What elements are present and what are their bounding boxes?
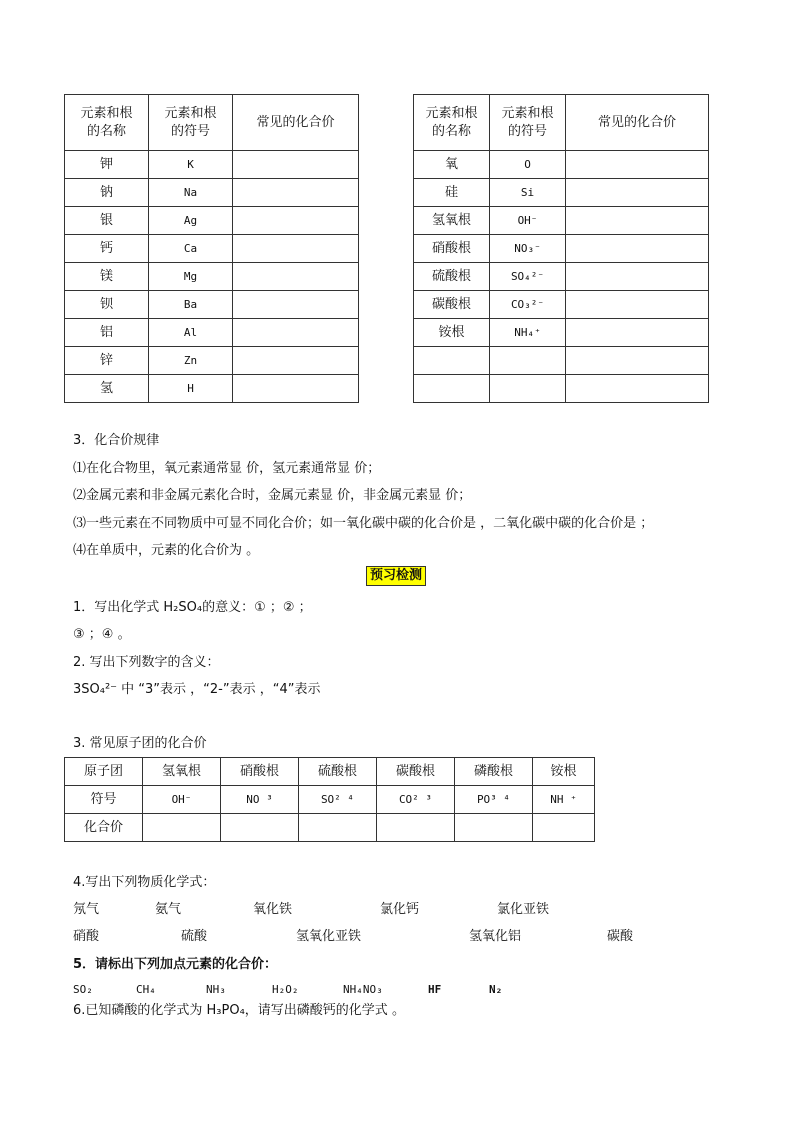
table-row <box>65 235 359 263</box>
element-symbol-cell <box>490 347 566 375</box>
q4-item: 氢氧化铝 <box>469 929 522 944</box>
table-row <box>65 263 359 291</box>
valence-answer-cell[interactable] <box>233 263 359 291</box>
element-symbol-cell: H <box>149 375 233 403</box>
element-name-cell: 氢 <box>65 375 149 403</box>
radical-name-cell: 氢氧根 <box>143 758 221 786</box>
table-row <box>65 151 359 179</box>
element-name-cell: 镁 <box>65 263 149 291</box>
element-symbol-cell: Ca <box>149 235 233 263</box>
valence-answer-cell[interactable] <box>233 235 359 263</box>
element-name-cell: 碳酸根 <box>414 291 490 319</box>
element-symbol-cell: Ag <box>149 207 233 235</box>
valence-answer-cell[interactable] <box>566 179 709 207</box>
rule-item-2: ⑵金属元素和非金属元素化合时，金属元素显 价，非金属元素显 价； <box>73 488 472 503</box>
radical-valence-answer-cell[interactable] <box>143 814 221 842</box>
element-name-cell: 钠 <box>65 179 149 207</box>
element-symbol-cell: Si <box>490 179 566 207</box>
element-name-cell: 锌 <box>65 347 149 375</box>
q4-item: 氖气 <box>73 902 100 917</box>
radical-header-row <box>65 758 595 786</box>
element-symbol-cell: Na <box>149 179 233 207</box>
table-row <box>414 207 709 235</box>
valence-answer-cell[interactable] <box>566 207 709 235</box>
valence-answer-cell[interactable] <box>233 179 359 207</box>
element-symbol-cell <box>490 375 566 403</box>
q5-item: H₂O₂ <box>272 983 299 996</box>
table-row <box>414 263 709 291</box>
table-row <box>65 375 359 403</box>
element-name-cell: 钙 <box>65 235 149 263</box>
radical-valence-answer-cell[interactable] <box>377 814 455 842</box>
q4-item: 碳酸 <box>607 929 634 944</box>
q4-item: 氧化铁 <box>253 902 293 917</box>
valence-answer-cell[interactable] <box>233 151 359 179</box>
table-row <box>414 151 709 179</box>
header-symbol: 元素和根 的符号 <box>490 95 566 151</box>
valence-answer-cell[interactable] <box>566 319 709 347</box>
header-valence: 常见的化合价 <box>566 95 709 151</box>
table-row <box>414 291 709 319</box>
table-row <box>414 375 709 403</box>
element-symbol-cell: SO₄²⁻ <box>490 263 566 291</box>
header-name: 元素和根 的名称 <box>65 95 149 151</box>
q4-title: 4.写出下列物质化学式： <box>73 875 216 890</box>
element-name-cell <box>414 375 490 403</box>
valence-row-label: 化合价 <box>65 814 143 842</box>
rule-item-4: ⑷在单质中，元素的化合价为 。 <box>73 543 260 558</box>
table-row <box>65 319 359 347</box>
radical-valence-answer-cell[interactable] <box>533 814 595 842</box>
header-valence: 常见的化合价 <box>233 95 359 151</box>
q4-item: 氯化钙 <box>380 902 420 917</box>
valence-answer-cell[interactable] <box>566 375 709 403</box>
table-row <box>414 235 709 263</box>
element-name-cell <box>414 347 490 375</box>
radical-symbol-row <box>65 786 595 814</box>
q4-item: 氯化亚铁 <box>497 902 550 917</box>
element-name-cell: 硝酸根 <box>414 235 490 263</box>
rules-title: 3．化合价规律 <box>73 433 160 448</box>
q5-item: CH₄ <box>136 983 156 996</box>
valence-table-left <box>64 94 359 403</box>
q4-item: 氢氧化亚铁 <box>296 929 362 944</box>
element-symbol-cell: CO₃²⁻ <box>490 291 566 319</box>
element-name-cell: 钾 <box>65 151 149 179</box>
valence-answer-cell[interactable] <box>233 375 359 403</box>
element-symbol-cell: NO₃⁻ <box>490 235 566 263</box>
radical-name-cell: 硝酸根 <box>221 758 299 786</box>
radical-symbol-cell: CO² ³ <box>377 786 455 814</box>
element-symbol-cell: K <box>149 151 233 179</box>
radical-symbol-cell: NO ³ <box>221 786 299 814</box>
q4-item: 硫酸 <box>181 929 208 944</box>
table-row <box>414 179 709 207</box>
element-symbol-cell: Al <box>149 319 233 347</box>
table-row <box>65 179 359 207</box>
radical-valence-table <box>64 757 595 842</box>
element-symbol-cell: Zn <box>149 347 233 375</box>
radical-name-cell: 铵根 <box>533 758 595 786</box>
symbol-row-label: 符号 <box>65 786 143 814</box>
q6-line: 6.已知磷酸的化学式为 H₃PO₄，请写出磷酸钙的化学式 。 <box>73 1003 405 1018</box>
q1-line-1: 1．写出化学式 H₂SO₄的意义：① ；② ； <box>73 600 312 615</box>
table-row <box>65 207 359 235</box>
q4-item: 硝酸 <box>73 929 100 944</box>
radical-valence-answer-cell[interactable] <box>221 814 299 842</box>
valence-answer-cell[interactable] <box>566 291 709 319</box>
element-symbol-cell: Mg <box>149 263 233 291</box>
valence-answer-cell[interactable] <box>566 151 709 179</box>
rule-item-1: ⑴在化合物里，氧元素通常显 价，氢元素通常显 价； <box>73 461 381 476</box>
header-symbol: 元素和根 的符号 <box>149 95 233 151</box>
element-name-cell: 银 <box>65 207 149 235</box>
element-symbol-cell: Ba <box>149 291 233 319</box>
element-name-cell: 铝 <box>65 319 149 347</box>
element-name-cell: 硅 <box>414 179 490 207</box>
table-row <box>65 347 359 375</box>
table-header-row <box>65 95 359 151</box>
q5-item: HF <box>428 983 442 996</box>
radical-symbol-cell: PO³ ⁴ <box>455 786 533 814</box>
radical-name-cell: 硫酸根 <box>299 758 377 786</box>
element-name-cell: 氢氧根 <box>414 207 490 235</box>
q2-line: 3SO₄²⁻ 中 “3”表示 ，“2-”表示 ，“4”表示 <box>73 682 321 697</box>
element-name-cell: 氧 <box>414 151 490 179</box>
radical-symbol-cell: OH⁻ <box>143 786 221 814</box>
radical-symbol-cell: SO² ⁴ <box>299 786 377 814</box>
element-name-cell: 钡 <box>65 291 149 319</box>
valence-answer-cell[interactable] <box>233 207 359 235</box>
header-name: 元素和根 的名称 <box>414 95 490 151</box>
table-header-row <box>414 95 709 151</box>
table-row <box>414 319 709 347</box>
radical-row-label: 原子团 <box>65 758 143 786</box>
q4-item: 氨气 <box>155 902 182 917</box>
q5-item: N₂ <box>489 983 503 996</box>
table-row <box>65 291 359 319</box>
q5-item: SO₂ <box>73 983 93 996</box>
q5-title: 5．请标出下列加点元素的化合价： <box>73 957 278 972</box>
element-symbol-cell: O <box>490 151 566 179</box>
valence-answer-cell[interactable] <box>566 347 709 375</box>
element-symbol-cell: OH⁻ <box>490 207 566 235</box>
table-row <box>414 347 709 375</box>
q3-title: 3. 常见原子团的化合价 <box>73 736 207 751</box>
valence-answer-cell[interactable] <box>566 235 709 263</box>
q2-title: 2. 写出下列数字的含义： <box>73 655 220 670</box>
valence-answer-cell[interactable] <box>233 291 359 319</box>
valence-answer-cell[interactable] <box>233 347 359 375</box>
radical-name-cell: 磷酸根 <box>455 758 533 786</box>
element-symbol-cell: NH₄⁺ <box>490 319 566 347</box>
rule-item-3: ⑶一些元素在不同物质中可显不同化合价；如一氧化碳中碳的化合价是 ，二氧化碳中碳的化合价是 ； <box>73 516 654 531</box>
valence-table-right <box>413 94 709 403</box>
valence-answer-cell[interactable] <box>233 319 359 347</box>
radical-valence-answer-cell[interactable] <box>299 814 377 842</box>
q5-item: NH₃ <box>206 983 226 996</box>
element-name-cell: 硫酸根 <box>414 263 490 291</box>
q1-line-2: ③ ；④ 。 <box>73 627 131 642</box>
preview-check-badge: 预习检测 <box>366 566 426 586</box>
radical-valence-answer-cell[interactable] <box>455 814 533 842</box>
q5-item: NH₄NO₃ <box>343 983 383 996</box>
radical-name-cell: 碳酸根 <box>377 758 455 786</box>
valence-answer-cell[interactable] <box>566 263 709 291</box>
radical-symbol-cell: NH ⁺ <box>533 786 595 814</box>
radical-valence-row <box>65 814 595 842</box>
element-name-cell: 铵根 <box>414 319 490 347</box>
